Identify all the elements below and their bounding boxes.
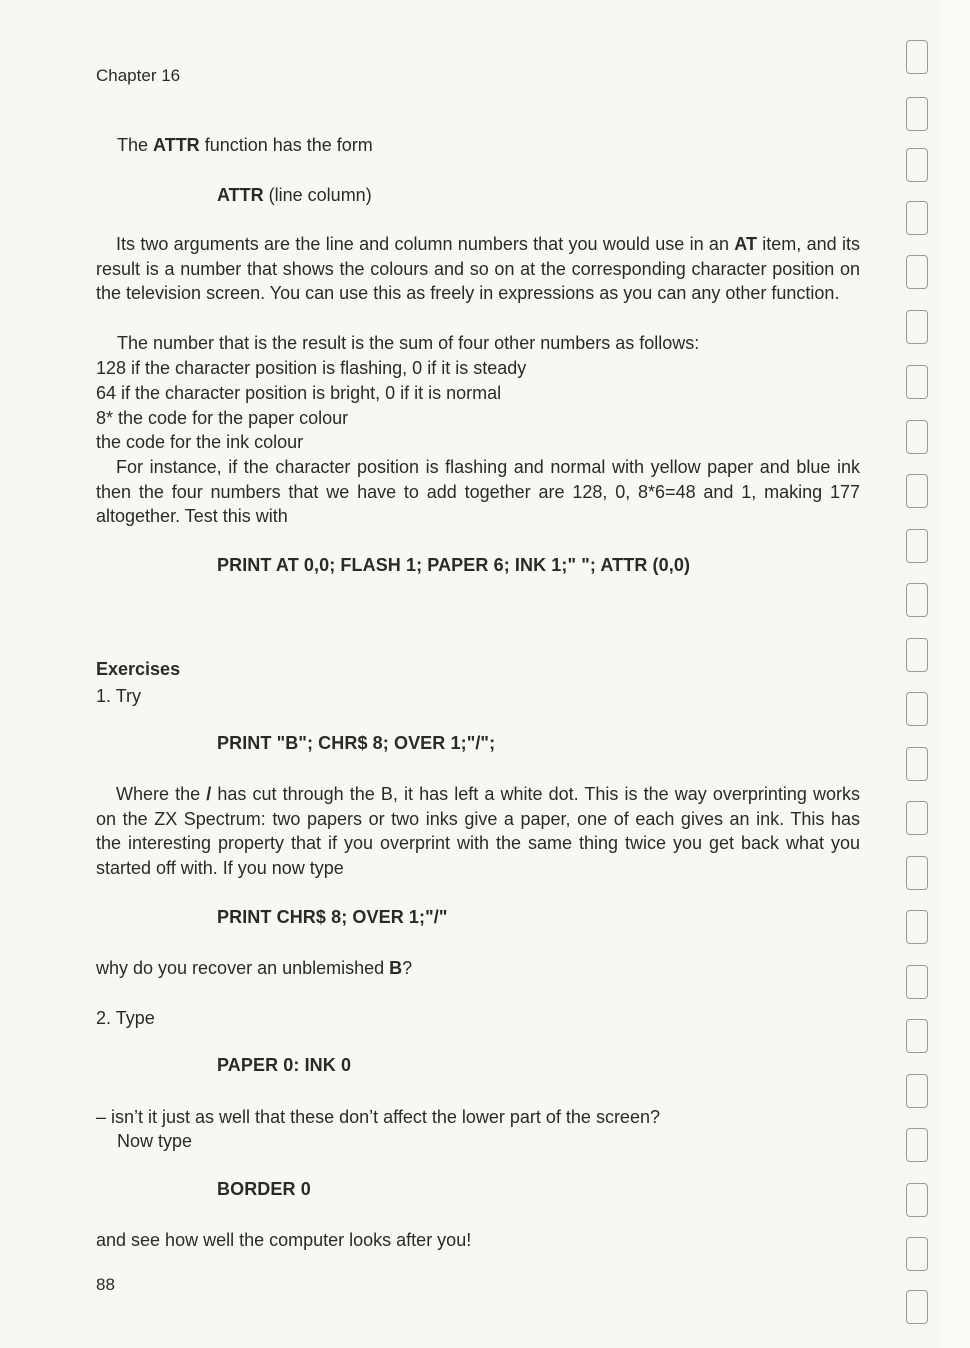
- binding-ring: [906, 97, 928, 131]
- code-overprint: PRINT "B"; CHR$ 8; OVER 1;"/";: [217, 733, 496, 753]
- binding-ring: [906, 1019, 928, 1053]
- binding-ring: [906, 148, 928, 182]
- binding-ring: [906, 1183, 928, 1217]
- paragraph-closing: and see how well the computer looks after you!: [96, 1230, 472, 1250]
- binding-ring: [906, 201, 928, 235]
- code-paper-ink: PAPER 0: INK 0: [217, 1055, 352, 1075]
- binding-ring: [906, 747, 928, 781]
- list-item: 128 if the character position is flashing, 0 if it is steady: [96, 358, 527, 378]
- exercise-1-label: 1. Try: [96, 686, 142, 706]
- keyword-b: B: [389, 958, 403, 978]
- keyword-slash: /: [206, 784, 212, 804]
- page-number: 88: [96, 1275, 115, 1294]
- binding-ring: [906, 1237, 928, 1271]
- list-item: the code for the ink colour: [96, 432, 304, 452]
- binding-ring: [906, 801, 928, 835]
- paragraph-now-type: Now type: [117, 1131, 193, 1151]
- code-print-attr: PRINT AT 0,0; FLASH 1; PAPER 6; INK 1;" "; ATTR (0,0): [217, 555, 691, 575]
- paragraph-example: For instance, if the character position is flashing and normal with yellow paper and blue ink then the four numbers that we have to add together are 128, 0, 8*6=48 and 1, making 177 altogether. Test this with: [96, 457, 860, 527]
- binding-ring: [906, 583, 928, 617]
- keyword-at: AT: [734, 234, 757, 254]
- paragraph-sum: The number that is the result is the sum of four other numbers as follows:: [117, 333, 700, 353]
- exercise-2-label: 2. Type: [96, 1008, 155, 1028]
- binding-ring: [906, 1128, 928, 1162]
- attr-form: ATTR (line column): [217, 185, 372, 205]
- binding-ring: [906, 856, 928, 890]
- intro-line: The ATTR function has the form: [117, 135, 373, 155]
- binding-ring: [906, 692, 928, 726]
- paragraph-arguments: Its two arguments are the line and column numbers that you would use in an AT item, and its result is a number that shows the colours and so on at the corresponding character position on the television screen. You can use this as freely in expressions as you can any other function.: [96, 234, 860, 304]
- keyword-attr-form: ATTR: [217, 185, 264, 205]
- binding-ring: [906, 910, 928, 944]
- binding-ring: [906, 40, 928, 74]
- binding-ring: [906, 1074, 928, 1108]
- binding-ring: [906, 365, 928, 399]
- question-line: why do you recover an unblemished B?: [96, 958, 413, 978]
- code-overprint-again: PRINT CHR$ 8; OVER 1;"/": [217, 907, 448, 927]
- paragraph-overprinting: Where the / has cut through the B, it has left a white dot. This is the way overprinting works on the ZX Spectrum: two papers or two inks give a paper, one of each gives an ink. This has the interesting property that if you overprint with the same thing twice you get back what you started off with. If you now type: [96, 784, 860, 879]
- binding-ring: [906, 310, 928, 344]
- binding-ring: [906, 965, 928, 999]
- paragraph-lower-screen: – isn’t it just as well that these don’t affect the lower part of the screen?: [96, 1107, 660, 1127]
- binding-ring: [906, 420, 928, 454]
- spiral-binding: [900, 40, 950, 1330]
- binding-ring: [906, 474, 928, 508]
- binding-ring: [906, 255, 928, 289]
- chapter-header: Chapter 16: [96, 66, 181, 85]
- list-item: 64 if the character position is bright, 0 if it is normal: [96, 383, 502, 403]
- binding-ring: [906, 638, 928, 672]
- list-item: 8* the code for the paper colour: [96, 408, 349, 428]
- binding-ring: [906, 1290, 928, 1324]
- keyword-attr: ATTR: [153, 135, 200, 155]
- exercises-heading: Exercises: [96, 659, 181, 679]
- code-border: BORDER 0: [217, 1179, 311, 1199]
- binding-ring: [906, 529, 928, 563]
